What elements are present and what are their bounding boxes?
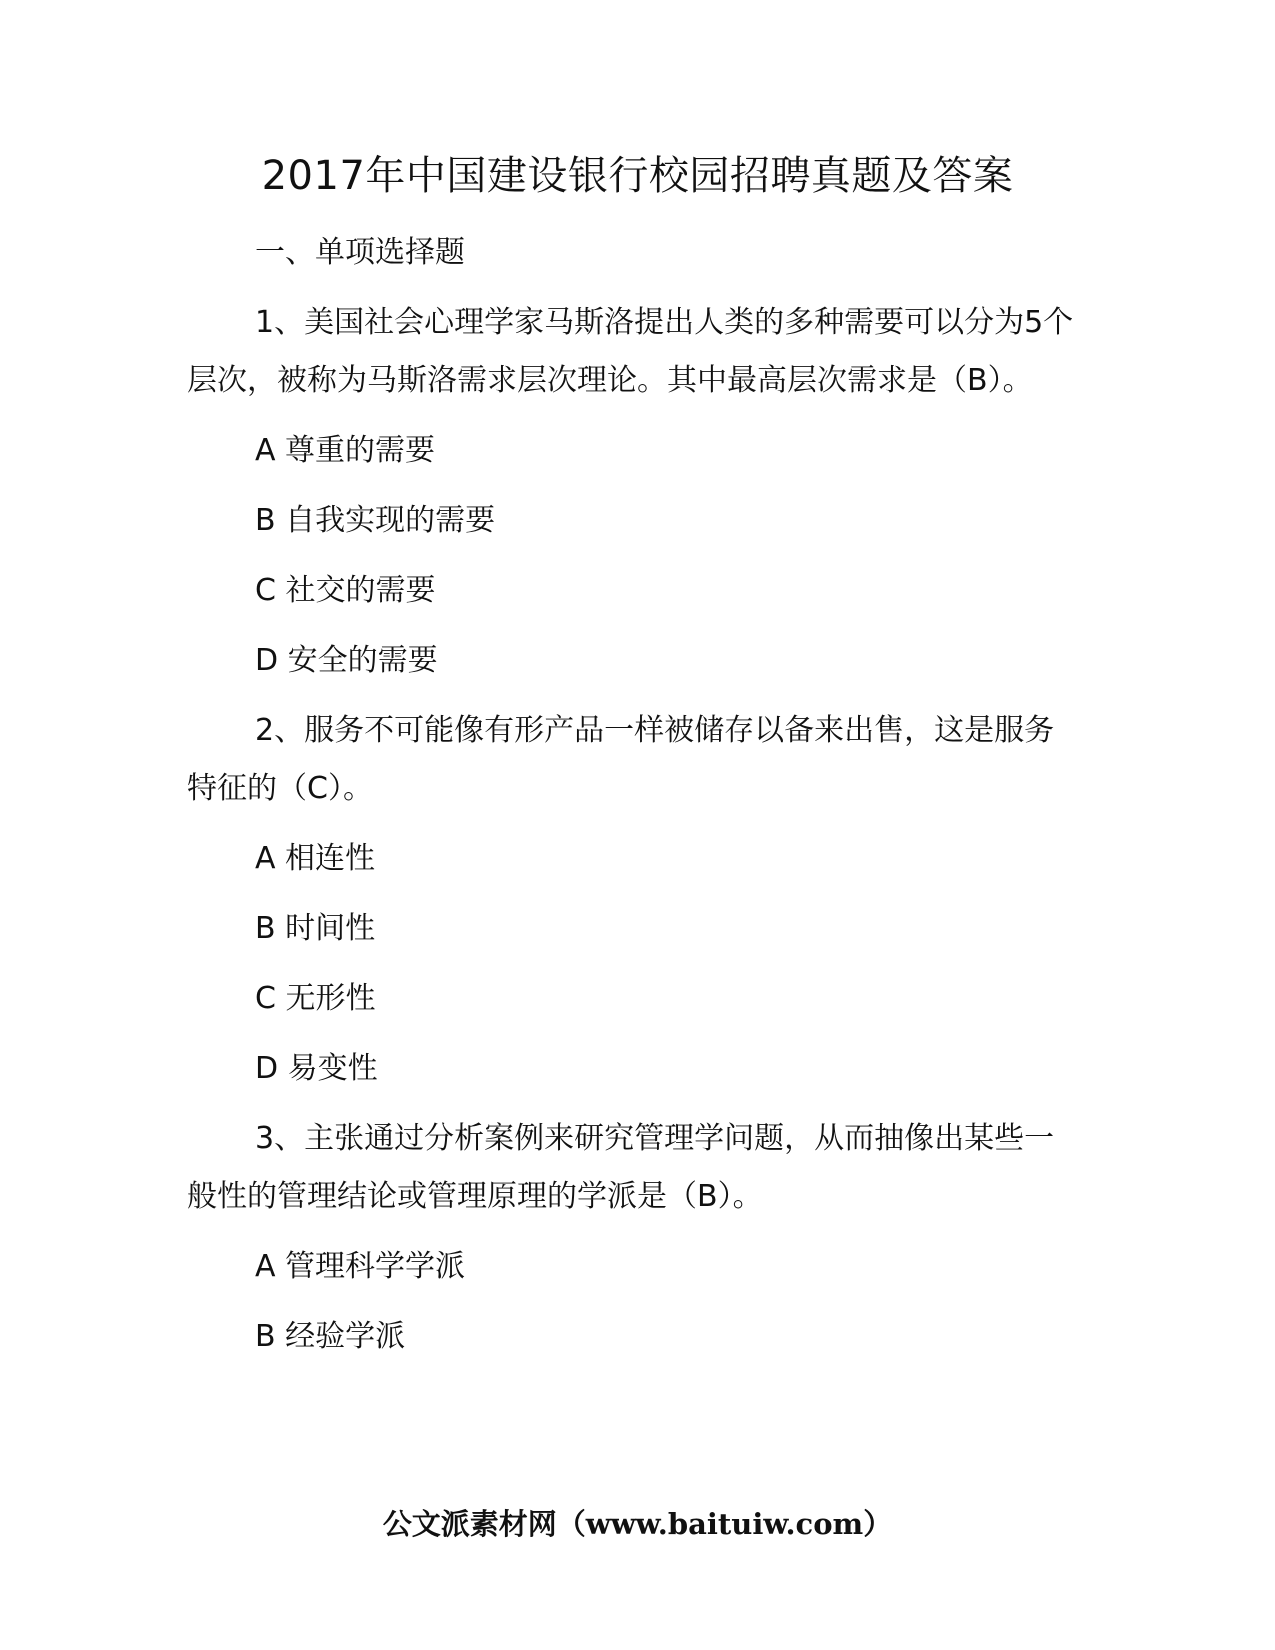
footer-source: 公文派素材网（www.baituiw.com）: [382, 1507, 893, 1541]
question-1-option-a: A 尊重的需要: [255, 433, 436, 468]
question-1-option-c: C 社交的需要: [255, 573, 436, 608]
question-1-option-d: D 安全的需要: [255, 643, 438, 678]
document-body: [187, 224, 1082, 1378]
question-3-option-a: A 管理科学学派: [255, 1249, 466, 1284]
question-3-stem: 3、主张通过分析案例来研究管理学问题，从而抽像出某些一般性的管理结论或管理原理的学派是（B）。: [187, 1121, 1055, 1214]
question-1-stem: 1、美国社会心理学家马斯洛提出人类的多种需要可以分为5个层次，被称为马斯洛需求层次理论。其中最高层次需求是（B）。: [187, 305, 1074, 398]
section-heading: 一、单项选择题: [255, 235, 465, 270]
question-2-option-c: C 无形性: [255, 981, 376, 1016]
document-title: 2017年中国建设银行校园招聘真题及答案: [261, 153, 1014, 199]
question-2-option-b: B 时间性: [255, 911, 376, 946]
question-2-option-a: A 相连性: [255, 841, 376, 876]
question-2-option-d: D 易变性: [255, 1051, 378, 1086]
question-3-option-b: B 经验学派: [255, 1319, 406, 1354]
question-2-stem: 2、服务不可能像有形产品一样被储存以备来出售，这是服务特征的（C）。: [187, 713, 1055, 806]
question-1-option-b: B 自我实现的需要: [255, 503, 496, 538]
